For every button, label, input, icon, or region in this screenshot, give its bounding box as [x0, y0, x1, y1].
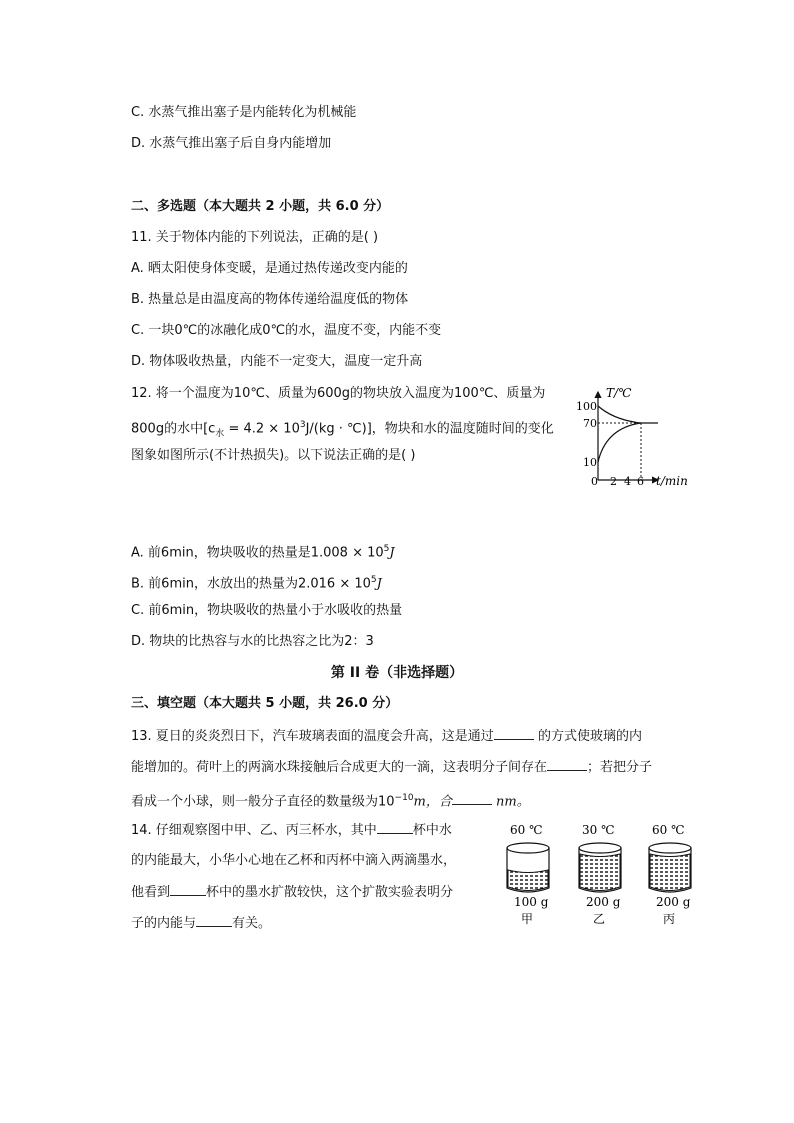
- x-tick-4: 4: [624, 475, 631, 488]
- block-curve: [598, 423, 641, 462]
- cup-yi-mass: 200 g: [586, 895, 621, 909]
- q12-option-a: A. 前6min，物块吸收的热量是$1.008 \times 10^5J$: [131, 544, 395, 561]
- q11-option-d: D. 物体吸收热量，内能不一定变大，温度一定升高: [131, 354, 423, 369]
- section3-header: 三、填空题（本大题共 5 小题，共 26.0 分）: [131, 696, 399, 711]
- cup-bing-mass: 200 g: [656, 895, 691, 909]
- answer-blank: [377, 821, 413, 834]
- q14-line2: 的内能最大，小华小心地在乙杯和丙杯中滴入两滴墨水，: [131, 853, 457, 868]
- cup-bing-temp: 60 ℃: [652, 823, 685, 837]
- q12-option-b: B. 前6min，水放出的热量为$2.016 \times 10^5J$: [131, 575, 382, 592]
- cup-yi-temp: 30 ℃: [582, 823, 615, 837]
- cup-bing: [649, 823, 691, 926]
- q10-option-c: C. 水蒸气推出塞子是内能转化为机械能: [131, 105, 357, 120]
- cup-jia-name: 甲: [521, 912, 534, 926]
- q12-line3: 图象如图所示(不计热损失)。以下说法正确的是( ): [131, 448, 416, 463]
- origin-label: 0: [591, 475, 598, 488]
- q14-line3: 他看到 杯中的墨水扩散较快，这个扩散实验表明分: [131, 885, 454, 900]
- section2-header: 二、多选题（本大题共 2 小题，共 6.0 分）: [131, 199, 390, 214]
- answer-blank: [494, 727, 534, 740]
- cup-jia-mass: 100 g: [514, 895, 549, 909]
- q13-line3: 看成一个小球，则一般分子直径的数量级为$10^{-10}m$，合 nm。: [131, 793, 530, 810]
- cup-yi-name: 乙: [593, 912, 606, 926]
- q13-line1: 13. 夏日的炎炎烈日下，汽车玻璃表面的温度会升高，这是通过 的方式使玻璃的内: [131, 729, 642, 744]
- y-axis-label: T/℃: [606, 386, 632, 400]
- q12-option-d: D. 物块的比热容与水的比热容之比为2：3: [131, 634, 374, 649]
- q11-option-a: A. 晒太阳使身体变暖，是通过热传递改变内能的: [131, 261, 408, 276]
- q12-line2: 800g的水中[$c_水 = 4.2 \times 10^3J/(kg$ · ℃)]，物块和水的温度随时间的变化: [131, 420, 554, 439]
- q13-line2: 能增加的。荷叶上的两滴水珠接触后合成更大的一滴，这表明分子间存在 ；若把分子: [131, 760, 653, 775]
- x-tick-6: 6: [637, 475, 644, 488]
- y-tick-70: 70: [583, 417, 597, 430]
- q11-option-c: C. 一块0℃的冰融化成0℃的水，温度不变，内能不变: [131, 323, 442, 338]
- cup-jia-temp: 60 ℃: [510, 823, 543, 837]
- part2-title: 第 II 卷（非选择题）: [330, 665, 464, 681]
- temperature-time-graph: [572, 382, 697, 494]
- water-curve: [598, 406, 658, 423]
- y-tick-100: 100: [576, 400, 597, 413]
- q12-option-c: C. 前6min，物块吸收的热量小于水吸收的热量: [131, 603, 403, 618]
- q14-line4: 子的内能与 有关。: [131, 916, 272, 931]
- q10-option-d: D. 水蒸气推出塞子后自身内能增加: [131, 136, 332, 151]
- x-axis-label: t/min: [656, 474, 688, 488]
- q12-line1: 12. 将一个温度为10℃、质量为600g的物块放入温度为100℃、质量为: [131, 386, 546, 401]
- three-cups-figure: [500, 818, 700, 930]
- cup-jia: [507, 823, 549, 926]
- q11-stem: 11. 关于物体内能的下列说法，正确的是( ): [131, 230, 379, 245]
- x-tick-2: 2: [610, 475, 617, 488]
- answer-blank: [452, 792, 492, 805]
- answer-blank: [547, 758, 587, 771]
- q11-option-b: B. 热量总是由温度高的物体传递给温度低的物体: [131, 292, 409, 307]
- answer-blank: [196, 914, 232, 927]
- cup-bing-name: 丙: [663, 912, 676, 926]
- y-tick-10: 10: [583, 456, 597, 469]
- q14-line1: 14. 仔细观察图中甲、乙、丙三杯水，其中 杯中水: [131, 823, 452, 838]
- cup-yi: [579, 823, 621, 926]
- answer-blank: [170, 883, 206, 896]
